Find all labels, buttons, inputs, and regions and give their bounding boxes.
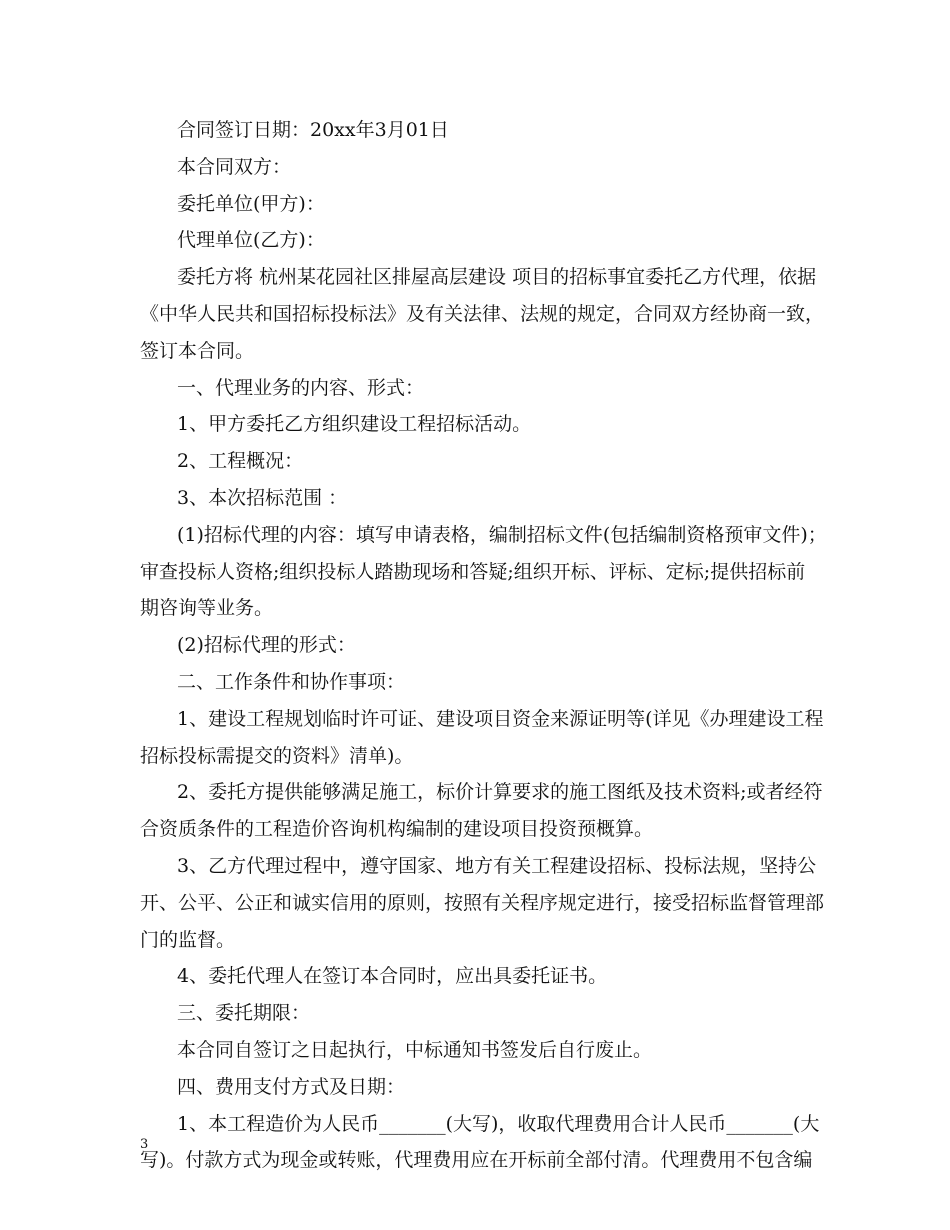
section-2-item-4: 4、委托代理人在签订本合同时，应出具委托证书。 [177,965,608,988]
agency-content-line-3: 期咨询等业务。 [140,597,274,620]
section-4-item-1-line-1: 1、本工程造价为人民币_______(大写)，收取代理费用合计人民币_______(大 [177,1112,820,1135]
section-1-item-2: 2、工程概况： [177,450,304,473]
section-2-item-3-line-2: 开、公平、公正和诚实信用的原则，按照有关程序规定进行，接受招标监督管理部 [140,891,825,914]
agency-content-line-2: 审查投标人资格;组织投标人踏勘现场和答疑;组织开标、评标、定标;提供招标前 [140,560,806,583]
parties-heading: 本合同双方： [177,155,292,178]
section-2-heading: 二、工作条件和协作事项： [177,670,406,693]
document-body [140,112,827,1179]
section-4-item-1-line-2: 写)。付款方式为现金或转账，代理费用应在开标前全部付清。代理费用不包含编 [140,1149,813,1172]
contract-date-line: 合同签订日期：20xx年3月01日 [177,119,449,141]
section-1-heading: 一、代理业务的内容、形式： [177,376,425,399]
section-4-heading: 四、费用支付方式及日期： [177,1075,406,1098]
page-number: 3 [140,1137,149,1152]
principal-party-line: 委托单位(甲方)： [177,192,325,215]
section-2-item-2-line-1: 2、委托方提供能够满足施工，标价计算要求的施工图纸及技术资料;或者经符 [177,781,823,804]
agent-party-line: 代理单位(乙方)： [177,229,325,252]
section-2-item-1-line-2: 招标投标需提交的资料》清单)。 [140,744,414,767]
intro-paragraph-line-1: 委托方将 杭州某花园社区排屋高层建设 项目的招标事宜委托乙方代理，依据 [177,266,817,289]
section-2-item-2-line-2: 合资质条件的工程造价咨询机构编制的建设项目投资预概算。 [140,818,654,841]
section-2-item-3-line-3: 门的监督。 [140,928,236,951]
section-1-item-1: 1、甲方委托乙方组织建设工程招标活动。 [177,413,532,436]
intro-paragraph-line-2: 《中华人民共和国招标投标法》及有关法律、法规的规定，合同双方经协商一致， [140,302,825,325]
intro-paragraph-line-3: 签订本合同。 [140,339,255,362]
section-3-text: 本合同自签订之日起执行，中标通知书签发后自行废止。 [177,1038,653,1061]
agency-content-line-1: (1)招标代理的内容：填写申请表格，编制招标文件(包括编制资格预审文件)； [177,523,827,546]
agency-form-line: (2)招标代理的形式： [177,634,356,657]
section-1-item-3: 3、本次招标范围 ： [177,486,348,509]
section-3-heading: 三、委托期限： [177,1002,311,1025]
section-2-item-1-line-1: 1、建设工程规划临时许可证、建设项目资金来源证明等(详见《办理建设工程 [177,707,824,730]
section-2-item-3-line-1: 3、乙方代理过程中，遵守国家、地方有关工程建设招标、投标法规，坚持公 [177,854,817,877]
